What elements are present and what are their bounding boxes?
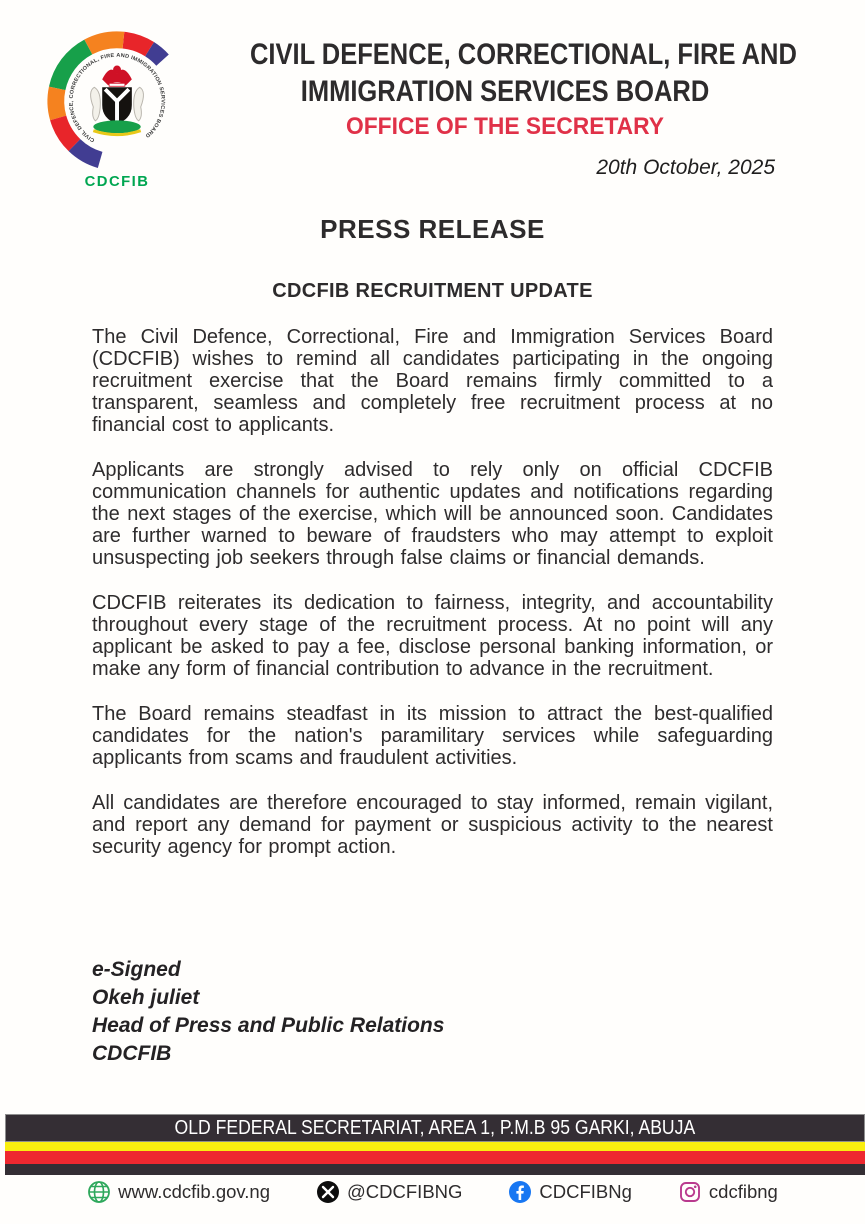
x-handle-label: @CDCFIBNG — [347, 1181, 463, 1202]
signature-role: Head of Press and Public Relations — [92, 1014, 445, 1037]
office-subtitle: OFFICE OF THE SECRETARY — [346, 113, 664, 140]
x-icon — [316, 1180, 340, 1204]
paragraph-5: All candidates are therefore encouraged to stay informed, remain vigilant, and report any demand for payment or suspicious activity to the nearest security agency for prompt action. — [92, 792, 773, 858]
coat-of-arms — [91, 66, 144, 135]
social-links-row — [0, 1180, 865, 1204]
instagram-label: cdcfibng — [708, 1181, 778, 1202]
signature-name: Okeh juliet — [92, 986, 200, 1009]
signature-esigned: e-Signed — [92, 958, 181, 981]
date: 20th October, 2025 — [596, 156, 775, 179]
facebook-icon — [508, 1180, 532, 1204]
facebook-label: CDCFIBNg — [539, 1181, 632, 1202]
paragraph-2: Applicants are strongly advised to rely only on official CDCFIB communication channels for authentic updates and notifications regarding the next stages of the exercise, which will be announced soon. Candidates are further warned to beware of fraudsters who may attempt to exploit unsuspecting job seekers through false claims or financial demands. — [92, 459, 773, 569]
signature-org: CDCFIB — [92, 1042, 172, 1065]
yellow-stripe — [5, 1142, 865, 1151]
cdcfib-logo — [40, 22, 198, 194]
paragraph-3: CDCFIB reiterates its dedication to fairness, integrity, and accountability throughout every stage of the recruitment process. At no point will any applicant be asked to pay a fee, disclose personal banking information, or make any form of financial contribution to advance in the recruitment. — [92, 592, 773, 680]
logo-acronym: CDCFIB — [84, 174, 150, 191]
facebook-link[interactable] — [508, 1180, 632, 1204]
press-release-heading: PRESS RELEASE — [320, 214, 545, 244]
logo-ring-text: CIVIL DEFENCE, CORRECTIONAL, FIRE AND IMMIGRATION SERVICES BOARD — [68, 52, 166, 144]
org-title-line1: CIVIL DEFENCE, CORRECTIONAL, FIRE AND — [250, 38, 797, 71]
website-link[interactable] — [87, 1180, 270, 1204]
paragraph-1: The Civil Defence, Correctional, Fire and Immigration Services Board (CDCFIB) wishes to remind all candidates participating in the ongoing recruitment exercise that the Board remains firmly committed to a transparent, seamless and completely free recruitment process at no financial cost to applicants. — [92, 326, 773, 436]
paragraph-4: The Board remains steadfast in its mission to attract the best-qualified candidates for the nation's paramilitary services while safeguarding applicants from scams and fraudulent activities. — [92, 703, 773, 769]
website-label: www.cdcfib.gov.ng — [118, 1181, 271, 1202]
x-twitter-link[interactable] — [316, 1180, 462, 1204]
dark-stripe — [5, 1164, 865, 1175]
org-title-line2: IMMIGRATION SERVICES BOARD — [300, 75, 710, 108]
instagram-link[interactable] — [678, 1180, 778, 1204]
red-stripe — [5, 1151, 865, 1164]
press-body — [92, 214, 773, 881]
signature-block — [92, 956, 444, 1068]
address-bar — [5, 1114, 865, 1142]
press-release-subheading: CDCFIB RECRUITMENT UPDATE — [272, 280, 593, 302]
letterhead — [205, 36, 805, 141]
globe-icon — [87, 1180, 111, 1204]
instagram-icon — [678, 1180, 702, 1204]
address-text: OLD FEDERAL SECRETARIAT, AREA 1, P.M.B 95 GARKI, ABUJA — [174, 1116, 696, 1139]
